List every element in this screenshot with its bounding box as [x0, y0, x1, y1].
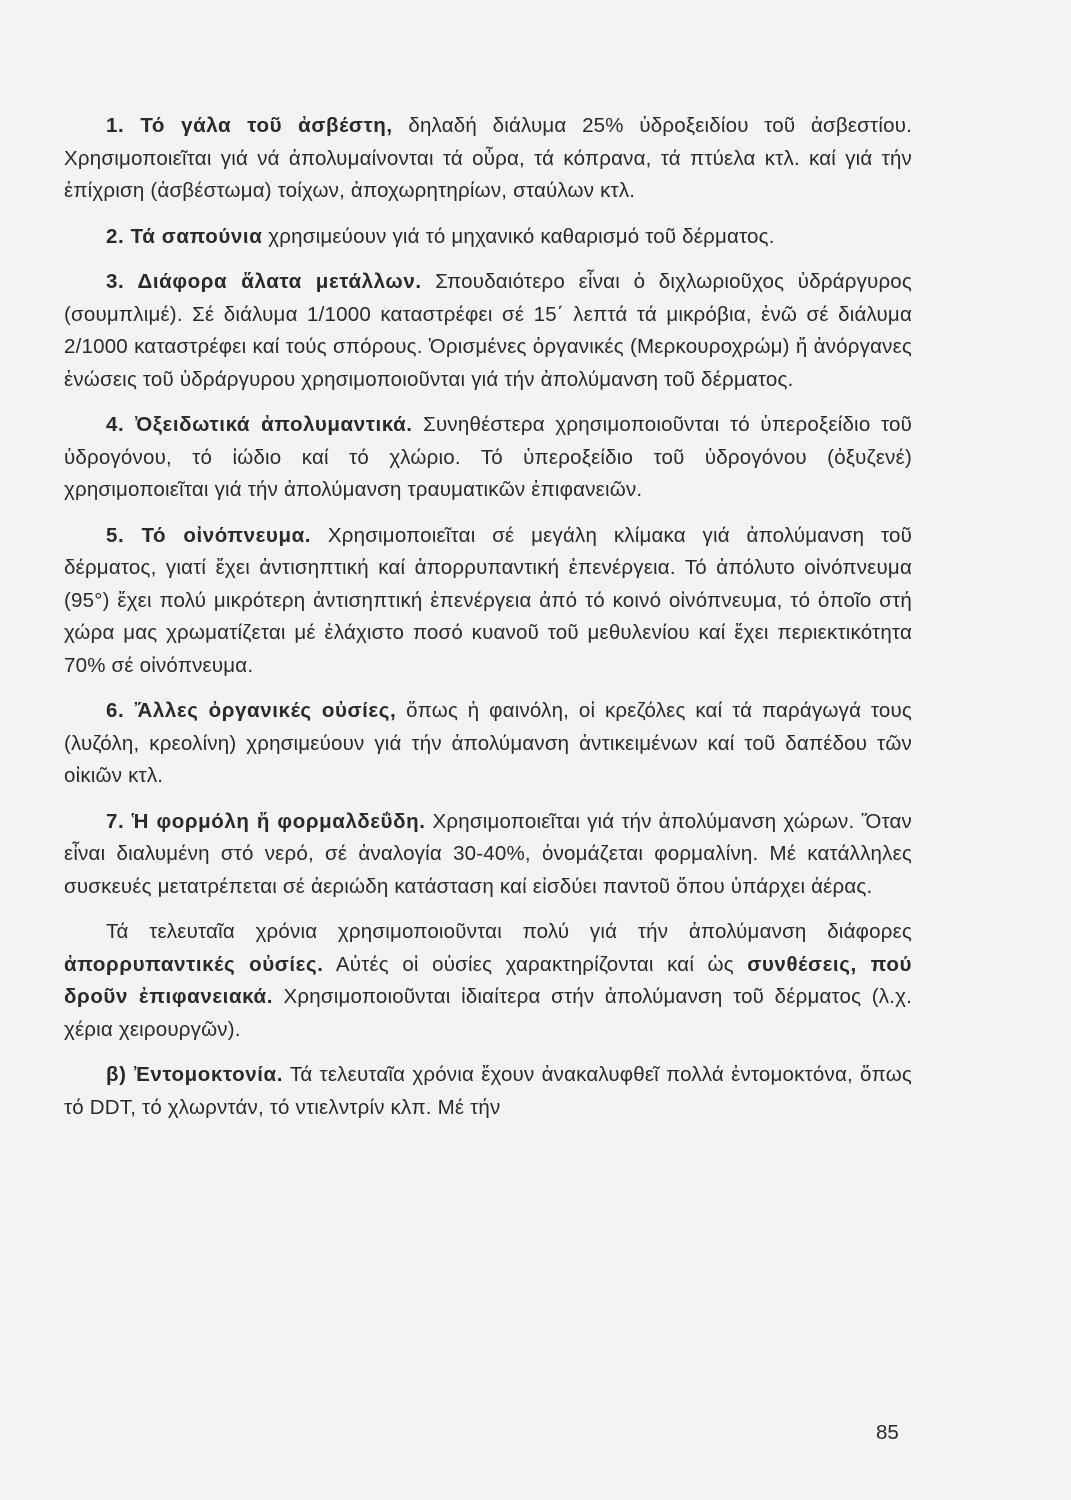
- paragraph-soaps: [64, 221, 912, 254]
- paragraph-organic-substances: [64, 695, 912, 793]
- page-text: [64, 110, 912, 1137]
- paragraph-heading: 7. Ἡ φορμόλη ἤ φορμαλδεΰδη.: [106, 809, 426, 833]
- paragraph-body: Χρησιμοποιοῦνται ἰδιαίτερα στήν ἀπολύμανση τοῦ δέρματος (λ.χ. χέρια χειρουργῶν).: [64, 985, 912, 1041]
- paragraph-heading: 6. Ἄλλες ὀργανικές οὐσίες,: [106, 699, 397, 722]
- paragraph-formol: [64, 806, 912, 904]
- page-number: 85: [876, 1421, 899, 1444]
- paragraph-body: Τά τελευταῖα χρόνια ἔχουν ἀνακαλυφθεῖ πολλά ἐντομοκτόνα, ὅπως τό DDT, τό χλωρντάν, τό ντιελντρίν κλπ. Μέ τήν: [64, 1063, 912, 1119]
- paragraph-body: ὅπως ἡ φαινόλη, οἱ κρεζόλες καί τά παράγωγά τους (λυζόλη, κρεολίνη) χρησιμεύουν γιά τήν ἀπολύμανση ἀντικειμένων καί τοῦ δαπέδου τῶν οἰκιῶν κτλ.: [64, 699, 912, 787]
- paragraph-heading: 5. Τό οἰνόπνευμα.: [106, 523, 312, 547]
- paragraph-insecticides: [64, 1059, 912, 1124]
- paragraph-heading: 2. Τά σαπούνια: [106, 224, 263, 248]
- paragraph-emphasis: ἀπορρυπαντικές οὐσίες.: [64, 952, 324, 976]
- paragraph-alcohol: [64, 520, 912, 683]
- paragraph-heading: β) Ἐντομοκτονία.: [106, 1063, 284, 1086]
- paragraph-body: Συνηθέστερα χρησιμοποιοῦνται τό ὑπεροξείδιο τοῦ ὑδρογόνου, τό ἰώδιο καί τό χλώριο. Τό ὑπεροξείδιο τοῦ ὑδρογόνου (ὀξυζενέ) χρησιμοποιεῖται γιά τήν ἀπολύμανση τραυματικῶν ἐπιφανειῶν.: [64, 413, 912, 501]
- paragraph-body: Χρησιμοποιεῖται γιά τήν ἀπολύμανση χώρων. Ὅταν εἶναι διαλυμένη στό νερό, σέ ἀναλογία 30-40%, ὀνομάζεται φορμαλίνη. Μέ κατάλληλες συσκευές μετατρέπεται σέ ἀεριώδη κατάσταση καί εἰσδύει παντοῦ ὅπου ὑπάρχει ἀέρας.: [64, 809, 912, 898]
- paragraph-heading: 3. Διάφορα ἅλατα μετάλλων.: [106, 270, 422, 293]
- paragraph-metal-salts: [64, 266, 912, 396]
- paragraph-body: Χρησιμοποιεῖται σέ μεγάλη κλίμακα γιά ἀπολύμανση τοῦ δέρματος, γιατί ἔχει ἀντισηπτική καί ἀπορρυπαντική ἐπενέργεια. Τό ἀπόλυτο οἰνόπνευμα (95°) ἔχει πολύ μικρότερη ἀντισηπτική ἐπενέργεια ἀπό τό κοινό οἰνόπνευμα, τό ὁποῖο στή χώρα μας χρωματίζεται μέ ἐλάχιστο ποσό κυανοῦ τοῦ μεθυλενίου καί ἔχει περιεκτικότητα 70% σέ οἰνόπνευμα.: [64, 523, 912, 677]
- paragraph-body: Σπουδαιότερο εἶναι ὁ διχλωριοῦχος ὑδράργυρος (σουμπλιμέ). Σέ διάλυμα 1/1000 καταστρέφει σέ 15΄ λεπτά τά μικρόβια, ἐνῶ σέ διάλυμα 2/1000 καταστρέφει καί τούς σπόρους. Ὁρισμένες ὀργανικές (Μερκουροχρώμ) ἤ ἀνόργανες ἑνώσεις τοῦ ὑδράργυρου χρησιμοποιοῦνται γιά τήν ἀπολύμανση τοῦ δέρματος.: [64, 270, 912, 391]
- paragraph-oxidizing-disinfectants: [64, 409, 912, 507]
- paragraph-body: Αὐτές οἱ οὐσίες χαρακτηρίζονται καί ὡς: [323, 952, 748, 976]
- paragraph-lime-milk: [64, 110, 912, 208]
- paragraph-body: χρησιμεύουν γιά τό μηχανικό καθαρισμό τοῦ δέρματος.: [262, 224, 775, 248]
- paragraph-body: δηλαδή διάλυμα 25% ὑδροξειδίου τοῦ ἀσβεστίου. Χρησιμοποιεῖται γιά νά ἀπολυμαίνονται τά οὖρα, τά κόπρανα, τά πτύελα κτλ. καί γιά τήν ἐπίχριση (ἀσβέστωμα) τοίχων, ἀποχωρητηρίων, σταύλων κτλ.: [64, 114, 912, 202]
- paragraph-emphasis: συνθέσεις, πού δροῦν ἐπιφανειακά.: [64, 952, 912, 1008]
- paragraph-body: Τά τελευταῖα χρόνια χρησιμοποιοῦνται πολύ γιά τήν ἀπολύμανση διάφορες: [106, 920, 912, 943]
- paragraph-heading: 1. Τό γάλα τοῦ ἀσβέστη,: [106, 114, 393, 137]
- paragraph-detergents: [64, 916, 912, 1046]
- paragraph-heading: 4. Ὀξειδωτικά ἀπολυμαντικά.: [106, 413, 413, 436]
